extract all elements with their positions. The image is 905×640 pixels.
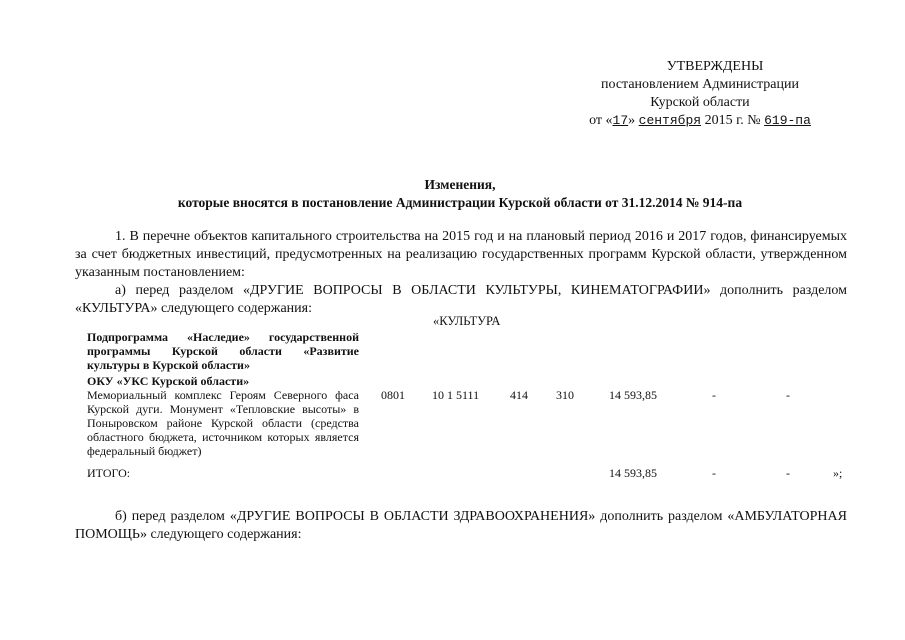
approved-heading: УТВЕРЖДЕНЫ — [666, 59, 764, 74]
approved-by-line: постановлением Администрации — [601, 77, 799, 92]
paragraph-1: 1. В перечне объектов капитального строительства на 2015 год и на плановый период 2016 и 2017 годов, финансируемых за счет бюджетных инвестиций, предусмотренных на реализацию государственных программ Курской области, утвержденном указанным постановлением: — [75, 229, 847, 280]
table-object: Мемориальный комплекс Героям Северного фаса Курской дуги. Монумент «Тепловские высоты» в Поныровском районе Курской области (средства областного бюджета, источником которых является федеральный бюджет) — [87, 388, 359, 458]
table-dash-2017: - — [786, 388, 790, 402]
approval-month: сентября — [638, 113, 702, 128]
table-section-title: «КУЛЬТУРА — [433, 314, 501, 328]
paragraph-a: а) перед разделом «ДРУГИЕ ВОПРОСЫ В ОБЛАСТИ КУЛЬТУРЫ, КИНЕМАТОГРАФИИ» дополнить разделом «КУЛЬТУРА» следующего содержания: — [75, 283, 847, 316]
table-code-type: 414 — [510, 388, 528, 402]
total-dash-2017: - — [786, 466, 790, 480]
total-end: »; — [833, 466, 843, 480]
total-label: ИТОГО: — [87, 466, 131, 480]
total-dash-2016: - — [712, 466, 716, 480]
title-line-1: Изменения, — [424, 177, 496, 192]
table-code-target: 10 1 5111 — [432, 388, 480, 402]
table-amount: 14 593,85 — [609, 388, 657, 402]
approval-number: 619-па — [764, 113, 811, 128]
table-code-kosgu: 310 — [556, 388, 574, 402]
approval-day: 17 — [612, 113, 629, 128]
document-title — [75, 176, 845, 212]
title-line-2: которые вносятся в постановление Администрации Курской области от 31.12.2014 № 914-па — [177, 195, 743, 210]
table-customer: ОКУ «УКС Курской области» — [87, 374, 250, 388]
table-dash-2016: - — [712, 388, 716, 402]
table-code-section: 0801 — [381, 388, 405, 402]
paragraph-b: б) перед разделом «ДРУГИЕ ВОПРОСЫ В ОБЛАСТИ ЗДРАВООХРАНЕНИЯ» дополнить разделом «АМБУЛАТОРНАЯ ПОМОЩЬ» следующего содержания: — [75, 509, 847, 542]
approved-region-line: Курской области — [650, 95, 750, 110]
total-amount: 14 593,85 — [609, 466, 657, 480]
approval-date-line: от «17» сентября 2015 г. № 619-па — [589, 113, 811, 128]
approval-block — [555, 58, 845, 130]
table-subprogram: Подпрограмма «Наследие» государственной программы Курской области «Развитие культуры в Курской области» — [87, 330, 359, 372]
